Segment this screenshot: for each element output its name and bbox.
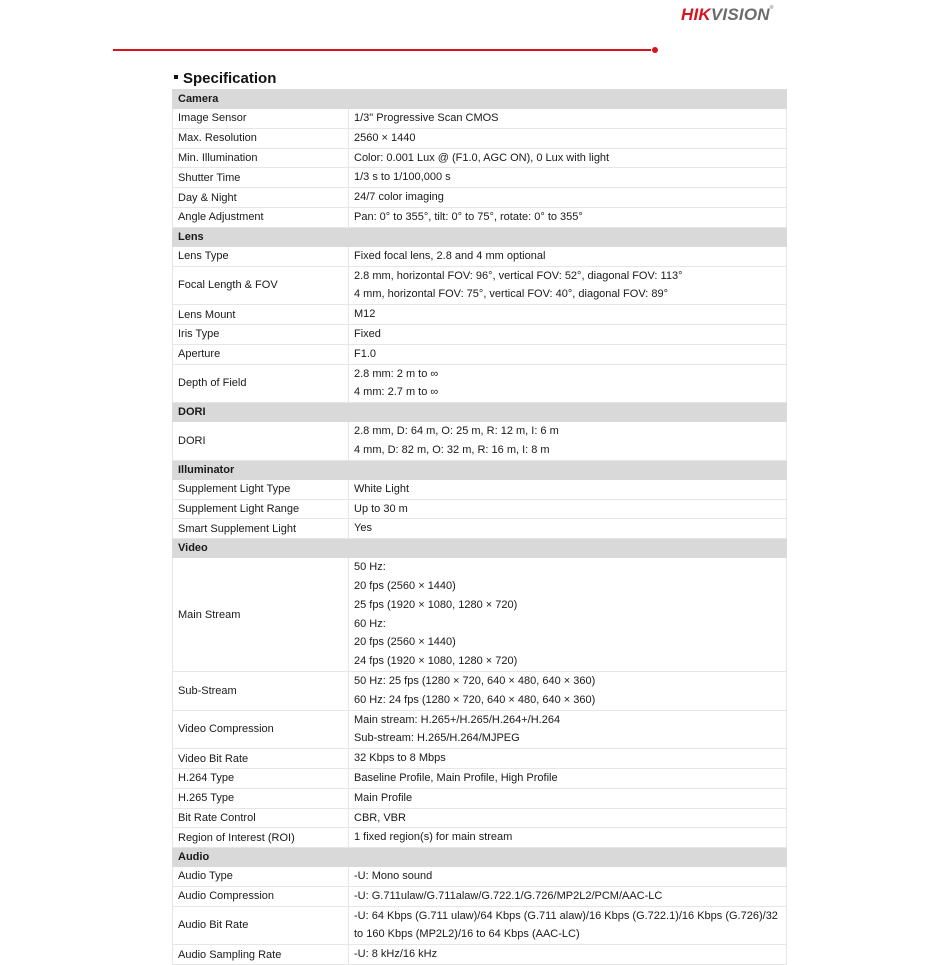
logo-vision: VISION — [710, 5, 770, 24]
spec-label: H.265 Type — [173, 788, 349, 808]
spec-value — [349, 266, 787, 305]
spec-value — [349, 558, 787, 672]
spec-value-line: CBR, VBR — [354, 811, 406, 824]
spec-label: Focal Length & FOV — [173, 266, 349, 305]
spec-value-line: 24 fps (1920 × 1080, 1280 × 720) — [354, 655, 518, 668]
spec-value-line: 60 Hz: — [354, 617, 386, 630]
spec-value-line: 20 fps (2560 × 1440) — [354, 579, 456, 592]
spec-label: Region of Interest (ROI) — [173, 828, 349, 848]
section-header-illuminator — [173, 460, 787, 479]
spec-value — [349, 479, 787, 499]
spec-value — [349, 344, 787, 364]
spec-value-line: 4 mm, horizontal FOV: 75°, vertical FOV: 40°, diagonal FOV: 89° — [354, 288, 668, 301]
spec-value — [349, 906, 787, 945]
spec-row — [173, 945, 787, 965]
spec-value — [349, 188, 787, 208]
spec-label: Max. Resolution — [173, 128, 349, 148]
spec-value-line: Fixed — [354, 327, 381, 340]
hikvision-logo — [681, 5, 774, 25]
spec-value — [349, 324, 787, 344]
spec-row — [173, 207, 787, 227]
section-title: DORI — [173, 403, 787, 422]
spec-value-line: 25 fps (1920 × 1080, 1280 × 720) — [354, 598, 518, 611]
spec-value-line: Yes — [354, 522, 372, 535]
spec-value-line: Baseline Profile, Main Profile, High Profile — [354, 771, 558, 784]
spec-value — [349, 246, 787, 266]
spec-label: Lens Mount — [173, 305, 349, 325]
spec-row — [173, 558, 787, 672]
spec-value — [349, 671, 787, 710]
spec-value-line: 50 Hz: — [354, 561, 386, 574]
spec-value-line: 2560 × 1440 — [354, 131, 416, 144]
spec-label: Video Compression — [173, 710, 349, 749]
spec-value — [349, 168, 787, 188]
spec-value — [349, 109, 787, 129]
spec-label: Day & Night — [173, 188, 349, 208]
spec-label: Video Bit Rate — [173, 749, 349, 769]
spec-row — [173, 671, 787, 710]
section-title: Video — [173, 539, 787, 558]
spec-row — [173, 364, 787, 403]
spec-row — [173, 188, 787, 208]
spec-value-line: 4 mm, D: 82 m, O: 32 m, R: 16 m, I: 8 m — [354, 443, 550, 456]
header-divider-dot — [652, 47, 658, 53]
spec-label: DORI — [173, 422, 349, 461]
spec-value — [349, 768, 787, 788]
section-title: Camera — [173, 90, 787, 109]
spec-label: Supplement Light Range — [173, 499, 349, 519]
section-header-camera — [173, 90, 787, 109]
spec-value — [349, 867, 787, 887]
spec-row — [173, 479, 787, 499]
spec-label: Smart Supplement Light — [173, 519, 349, 539]
spec-row — [173, 422, 787, 461]
trademark-icon: ® — [769, 5, 774, 11]
spec-value — [349, 749, 787, 769]
spec-value — [349, 808, 787, 828]
spec-label: Aperture — [173, 344, 349, 364]
spec-value-line: Main Profile — [354, 791, 413, 804]
spec-label: Lens Type — [173, 246, 349, 266]
spec-row — [173, 109, 787, 129]
spec-label: Depth of Field — [173, 364, 349, 403]
spec-label: Bit Rate Control — [173, 808, 349, 828]
spec-row — [173, 305, 787, 325]
spec-value-line: F1.0 — [354, 347, 377, 360]
spec-row — [173, 128, 787, 148]
section-header-video — [173, 539, 787, 558]
spec-row — [173, 886, 787, 906]
section-header-audio — [173, 848, 787, 867]
spec-value — [349, 788, 787, 808]
spec-label: Min. Illumination — [173, 148, 349, 168]
spec-value-line: 32 Kbps to 8 Mbps — [354, 752, 446, 765]
spec-label: Audio Compression — [173, 886, 349, 906]
spec-label: Audio Type — [173, 867, 349, 887]
spec-row — [173, 246, 787, 266]
spec-value-line: 2.8 mm: 2 m to ∞ — [354, 367, 439, 380]
spec-label: Supplement Light Type — [173, 479, 349, 499]
spec-value — [349, 364, 787, 403]
spec-value-line: -U: 8 kHz/16 kHz — [354, 948, 438, 961]
section-title: Illuminator — [173, 460, 787, 479]
spec-value — [349, 828, 787, 848]
spec-label: Iris Type — [173, 324, 349, 344]
page-title-text: Specification — [183, 70, 277, 87]
spec-value-line: Pan: 0° to 355°, tilt: 0° to 75°, rotate: 0° to 355° — [354, 210, 583, 223]
logo-hik: HIK — [681, 5, 711, 24]
spec-row — [173, 324, 787, 344]
spec-row — [173, 828, 787, 848]
spec-value-line: White Light — [354, 482, 410, 495]
spec-label: Audio Sampling Rate — [173, 945, 349, 965]
spec-value-line: 4 mm: 2.7 m to ∞ — [354, 386, 439, 399]
section-header-lens — [173, 227, 787, 246]
section-title: Audio — [173, 848, 787, 867]
spec-label: Angle Adjustment — [173, 207, 349, 227]
spec-value — [349, 422, 787, 461]
spec-row — [173, 906, 787, 945]
spec-value-line: to 160 Kbps (MP2L2)/16 to 64 Kbps (AAC-LC) — [354, 928, 580, 941]
spec-label: Main Stream — [173, 558, 349, 672]
spec-value-line: -U: Mono sound — [354, 870, 433, 883]
specification-table — [172, 89, 787, 965]
spec-row — [173, 519, 787, 539]
spec-row — [173, 344, 787, 364]
spec-value-line: Color: 0.001 Lux @ (F1.0, AGC ON), 0 Lux with light — [354, 151, 610, 164]
spec-value-line: 2.8 mm, D: 64 m, O: 25 m, R: 12 m, I: 6 m — [354, 425, 559, 438]
spec-value-line: M12 — [354, 308, 376, 321]
spec-label: Sub-Stream — [173, 671, 349, 710]
spec-label: H.264 Type — [173, 768, 349, 788]
spec-row — [173, 266, 787, 305]
spec-value-line: -U: G.711ulaw/G.711alaw/G.722.1/G.726/MP2L2/PCM/AAC-LC — [354, 889, 663, 902]
spec-value-line: 1 fixed region(s) for main stream — [354, 831, 513, 844]
spec-label: Audio Bit Rate — [173, 906, 349, 945]
header-divider — [113, 49, 651, 51]
spec-row — [173, 710, 787, 749]
page-title — [174, 70, 276, 87]
spec-label: Shutter Time — [173, 168, 349, 188]
spec-value-line: 60 Hz: 24 fps (1280 × 720, 640 × 480, 640 × 360) — [354, 693, 596, 706]
spec-value — [349, 519, 787, 539]
spec-row — [173, 768, 787, 788]
spec-value-line: Fixed focal lens, 2.8 and 4 mm optional — [354, 249, 546, 262]
spec-value-line: Up to 30 m — [354, 502, 408, 515]
spec-row — [173, 788, 787, 808]
spec-row — [173, 168, 787, 188]
spec-row — [173, 808, 787, 828]
spec-value-line: 20 fps (2560 × 1440) — [354, 636, 456, 649]
section-title: Lens — [173, 227, 787, 246]
spec-value — [349, 945, 787, 965]
spec-value — [349, 148, 787, 168]
spec-value-line: 1/3 s to 1/100,000 s — [354, 171, 451, 184]
bullet-icon — [174, 75, 178, 79]
spec-value — [349, 207, 787, 227]
spec-value-line: 2.8 mm, horizontal FOV: 96°, vertical FOV: 52°, diagonal FOV: 113° — [354, 269, 683, 282]
spec-value — [349, 128, 787, 148]
spec-value — [349, 499, 787, 519]
spec-row — [173, 148, 787, 168]
spec-value — [349, 305, 787, 325]
spec-row — [173, 499, 787, 519]
spec-label: Image Sensor — [173, 109, 349, 129]
spec-row — [173, 749, 787, 769]
spec-value-line: 1/3" Progressive Scan CMOS — [354, 112, 499, 124]
spec-value — [349, 886, 787, 906]
spec-row — [173, 867, 787, 887]
spec-value-line: Main stream: H.265+/H.265/H.264+/H.264 — [354, 713, 561, 726]
spec-value-line: 24/7 color imaging — [354, 191, 444, 204]
spec-value-line: Sub-stream: H.265/H.264/MJPEG — [354, 732, 520, 745]
spec-value — [349, 710, 787, 749]
spec-value-line: -U: 64 Kbps (G.711 ulaw)/64 Kbps (G.711 alaw)/16 Kbps (G.722.1)/16 Kbps (G.726)/32 — [354, 909, 778, 922]
spec-value-line: 50 Hz: 25 fps (1280 × 720, 640 × 480, 640 × 360) — [354, 674, 596, 687]
section-header-dori — [173, 403, 787, 422]
